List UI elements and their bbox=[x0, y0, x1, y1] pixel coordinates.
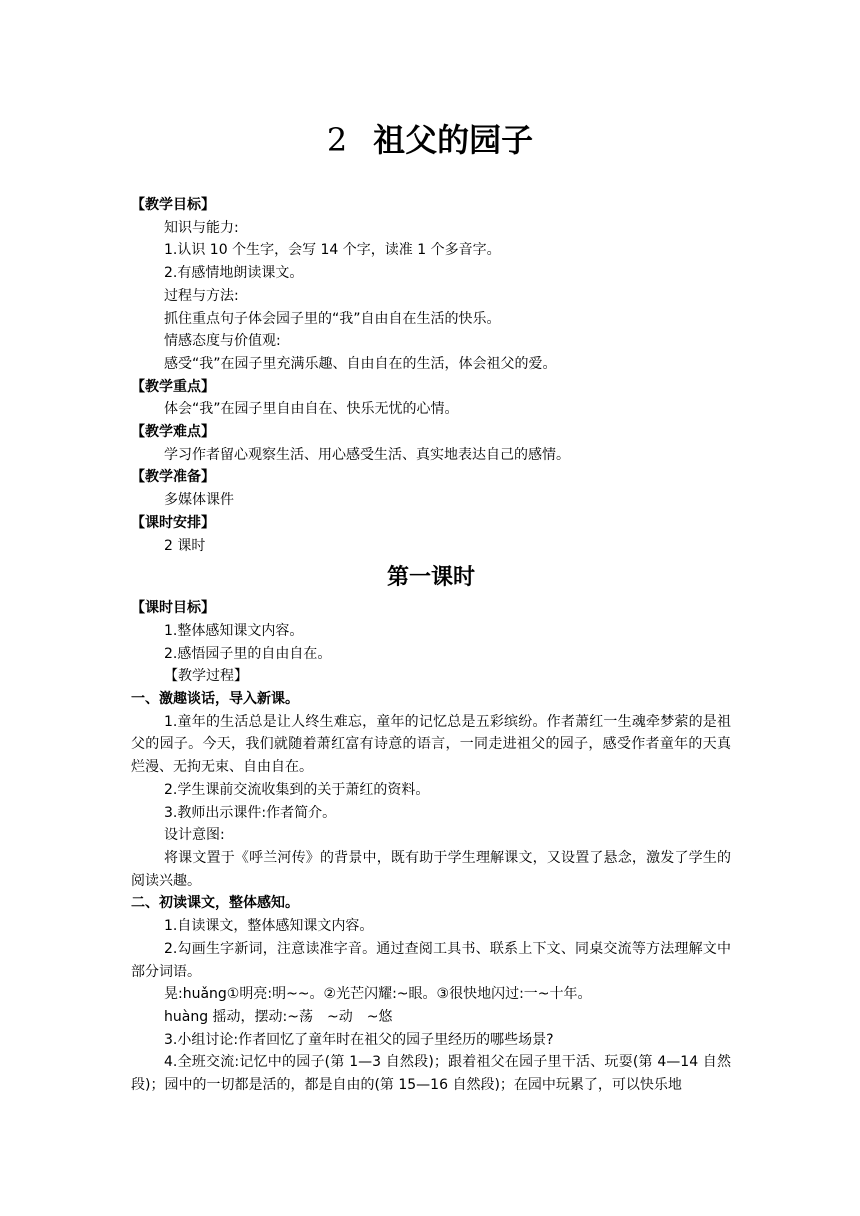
lesson1-goal-heading: 【课时目标】 bbox=[131, 600, 215, 617]
lesson1-process-heading: 【教学过程】 bbox=[164, 668, 248, 685]
section1-design-text: 将课文置于《呼兰河传》的背景中，既有助于学生理解课文，又设置了悬念，激发了学生的阅读兴趣。 bbox=[131, 849, 731, 889]
goals-process-label: 过程与方法: bbox=[164, 287, 239, 304]
section1-para-1: 1.童年的生活总是让人终生难忘，童年的记忆总是五彩缤纷。作者萧红一生魂牵梦萦的是祖父的园子。今天，我们就随着萧红富有诗意的语言，一同走进祖父的园子，感受作者童年的天真烂漫、无拘无束、自由自在。 bbox=[131, 713, 731, 776]
section2-para-2: 2.勾画生字新词，注意读准字音。通过查阅工具书、联系上下文、同桌交流等方法理解文中部分词语。 bbox=[131, 940, 731, 980]
section2-para-5: 3.小组讨论:作者回忆了童年时在祖父的园子里经历的哪些场景? bbox=[164, 1031, 554, 1048]
prep-heading: 【教学准备】 bbox=[131, 469, 215, 486]
section2-para-4: huàng 摇动，摆动:~荡 ~动 ~悠 bbox=[164, 1008, 393, 1025]
goals-heading: 【教学目标】 bbox=[131, 197, 215, 213]
section1-heading: 一、激趣谈话，导入新课。 bbox=[131, 691, 299, 708]
schedule-text: 2 课时 bbox=[164, 537, 206, 554]
goals-emotion-label: 情感态度与价值观: bbox=[164, 333, 281, 350]
prep-text: 多媒体课件 bbox=[164, 492, 234, 509]
document-body bbox=[131, 194, 731, 1097]
difficulty-text: 学习作者留心观察生活、用心感受生活、真实地表达自己的感情。 bbox=[164, 446, 570, 463]
lesson-title bbox=[0, 118, 860, 162]
section1-para-2: 2.学生课前交流收集到的关于萧红的资料。 bbox=[164, 781, 430, 798]
lesson-number: 2 bbox=[326, 121, 348, 159]
section2-para-6: 4.全班交流:记忆中的园子(第 1—3 自然段)；跟着祖父在园子里干活、玩耍(第 4—14 自然段)；园中的一切都是活的，都是自由的(第 15—16 自然段)；在园中玩累了，可以快乐地 bbox=[131, 1054, 731, 1094]
section1-design-label: 设计意图: bbox=[164, 827, 225, 844]
section2-para-3: 晃:huǎng①明亮:明~~。②光芒闪耀:~眼。③很快地闪过:一~十年。 bbox=[164, 986, 592, 1003]
focus-text: 体会“我”在园子里自由自在、快乐无忧的心情。 bbox=[164, 401, 459, 418]
lesson1-goal-1: 1.整体感知课文内容。 bbox=[164, 622, 304, 639]
section2-para-1: 1.自读课文，整体感知课文内容。 bbox=[164, 918, 374, 935]
difficulty-heading: 【教学难点】 bbox=[131, 424, 215, 441]
goals-knowledge-2: 2.有感情地朗读课文。 bbox=[164, 265, 304, 282]
section2-heading: 二、初读课文，整体感知。 bbox=[131, 895, 299, 912]
lesson1-goal-2: 2.感悟园子里的自由自在。 bbox=[164, 645, 332, 662]
goals-process-1: 抓住重点句子体会园子里的“我”自由自在生活的快乐。 bbox=[164, 310, 501, 327]
goals-knowledge-label: 知识与能力: bbox=[164, 219, 239, 236]
goals-knowledge-1: 1.认识 10 个生字，会写 14 个字，读准 1 个多音字。 bbox=[164, 242, 501, 259]
section1-para-3: 3.教师出示课件:作者简介。 bbox=[164, 804, 337, 821]
schedule-heading: 【课时安排】 bbox=[131, 514, 215, 531]
goals-emotion-1: 感受“我”在园子里充满乐趣、自由自在的生活，体会祖父的爱。 bbox=[164, 355, 557, 372]
lesson-title-text: 祖父的园子 bbox=[373, 121, 534, 159]
focus-heading: 【教学重点】 bbox=[131, 378, 215, 395]
lesson1-title: 第一课时 bbox=[386, 565, 475, 591]
